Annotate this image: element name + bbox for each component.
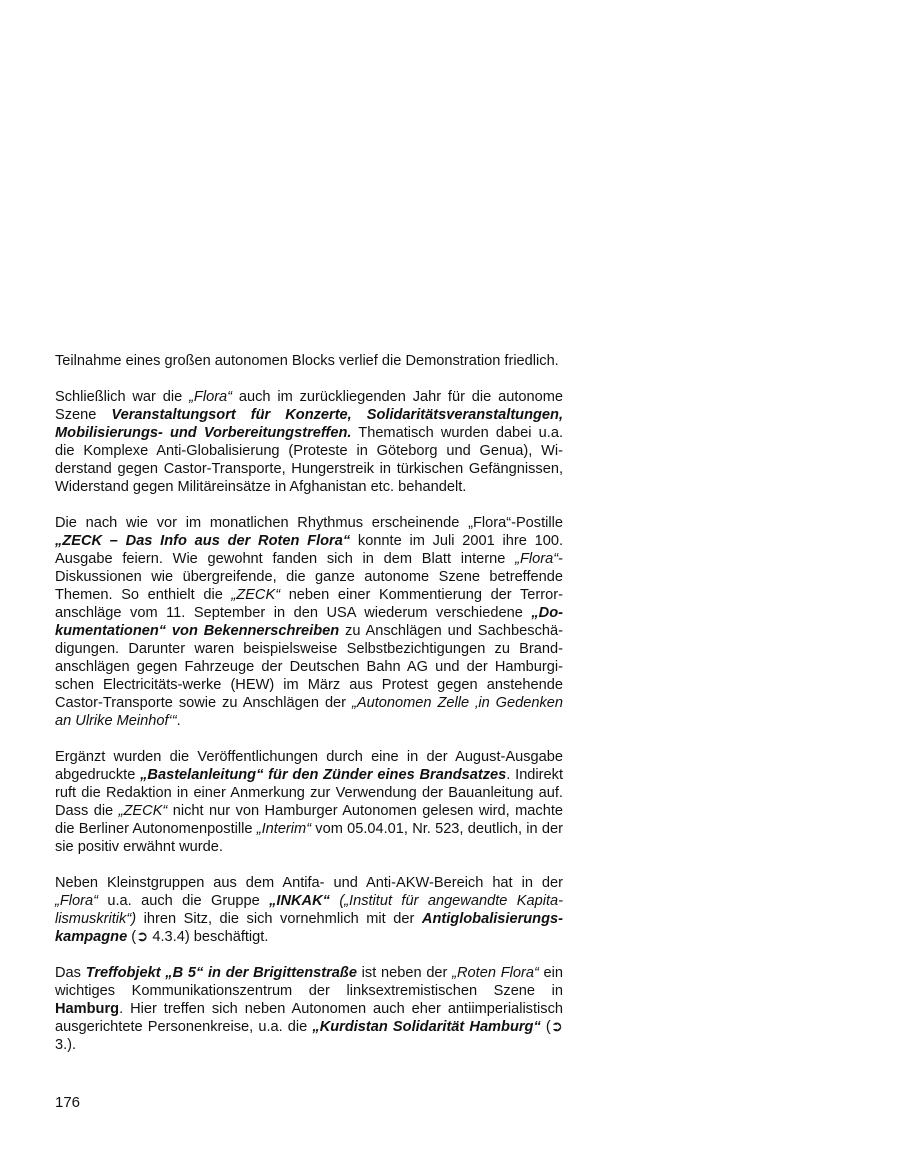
body-text (55, 352, 563, 1054)
emphasis-inkak-full-name: („Institut für angewandte Kapitalismuskritik“) (55, 893, 564, 927)
text-run: u.a. auch die Gruppe (97, 893, 270, 909)
text-run: ist neben der (356, 965, 453, 981)
paragraph-demonstration (55, 352, 563, 370)
paragraph-bastelanleitung (55, 748, 563, 856)
paragraph-zeck (55, 514, 563, 730)
paragraph-flora-events (55, 388, 563, 496)
emphasis-zeck-title: „ZECK – Das Info aus der Roten Flora“ (55, 533, 351, 549)
emphasis-interim: „Interim“ (256, 821, 312, 837)
text-run: . (176, 713, 181, 729)
emphasis-flora: „Flora“ (515, 551, 559, 567)
text-run: -Diskussionen wie übergreifende, die ganze autonome Szene betreffende Themen. So enthielt die (55, 551, 563, 603)
emphasis-kurdistan-solidaritaet: „Kurdistan Solidarität Hamburg“ (312, 1019, 541, 1035)
paragraph-b5 (55, 964, 563, 1054)
emphasis-autonome-zelle: „Autonomen Zelle ‚in Gedenken an Ulrike Meinhof‘“ (55, 695, 564, 729)
emphasis-roten-flora: „Roten Flora“ (452, 965, 539, 981)
emphasis-antiglobalisierungskampagne: Antiglobalisierungskampagne (55, 911, 563, 945)
text-run: Neben Kleinstgruppen aus dem Antifa- und Anti-AKW-Bereich hat in der (55, 875, 563, 891)
text-run: zu Anschlägen und Sachbeschädigungen. Darunter waren beispielsweise Selbstbezichtigungen zu Brandanschlägen gegen Fahrzeuge der Deutschen Bahn AG und der Hamburgischen Electricitäts-werke (HEW) im März aus Protest gegen anstehende Castor-Transporte sowie zu Anschlägen der (55, 623, 563, 711)
emphasis-inkak: „INKAK“ (269, 893, 330, 909)
emphasis-bastelanleitung: „Bastelanleitung“ für den Zünder eines Brandsatzes (140, 767, 507, 783)
emphasis-zeck: „ZECK“ (231, 587, 281, 603)
text-run: auch im zurückliegenden Jahr für die autonome Szene (55, 389, 564, 423)
text-run: nicht nur von Hamburger Autonomen gelesen wird, machte die Berliner Autonomenpostille (55, 803, 563, 837)
text-run: (➲ 3.). (55, 1019, 563, 1053)
text-run: Teilnahme eines großen autonomen Blocks verlief die Demonstration friedlich. (55, 353, 559, 369)
text-run: vom 05.04.01, Nr. 523, deutlich, in der sie positiv erwähnt wurde. (55, 821, 563, 855)
text-run: Die nach wie vor im monatlichen Rhythmus erscheinende „Flora“-Postille (55, 515, 563, 531)
text-run: Thematisch wurden dabei u.a. die Komplexe Anti-Globalisierung (Proteste in Göteborg und Genua), Widerstand gegen Castor-Transporte, Hungerstreik in türkischen Gefängnissen, Widerstand gegen Militäreinsätze in Afghanistan etc. behandelt. (55, 425, 563, 495)
text-run: konnte im Juli 2001 ihre 100. Ausgabe feiern. Wie gewohnt fanden sich in dem Blatt interne (55, 533, 563, 567)
page-number: 176 (55, 1094, 81, 1111)
text-run: (➲ 4.3.4) beschäftigt. (127, 929, 269, 945)
emphasis-event-types: Veranstaltungsort für Konzerte, Solidaritätsveranstaltungen, Mobilisierungs- und Vorbereitungstreffen. (55, 407, 564, 441)
emphasis-flora: „Flora“ (189, 389, 233, 405)
text-run: ihren Sitz, die sich vornehmlich mit der (136, 911, 422, 927)
emphasis-dokumentationen: „Dokumentationen“ von Bekennerschreiben (55, 605, 563, 639)
text-run (330, 893, 339, 909)
text-run: ein wichtiges Kommunikationszentrum der linksextremistischen Szene in (55, 965, 564, 999)
text-run: Das (55, 965, 86, 981)
text-run: . Hier treffen sich neben Autonomen auch eher antiimperialistisch ausgerichtete Personenkreise, u.a. die (55, 1001, 563, 1035)
emphasis-treffobjekt: Treffobjekt „B 5“ in der Brigittenstraße (85, 965, 357, 981)
text-run: Ergänzt wurden die Veröffentlichungen durch eine in der August-Ausgabe abgedruckte (55, 749, 563, 783)
emphasis-zeck: „ZECK“ (118, 803, 168, 819)
paragraph-inkak (55, 874, 563, 946)
text-run: Schließlich war die (55, 389, 190, 405)
emphasis-hamburg: Hamburg (55, 1001, 120, 1017)
text-run: . Indirekt ruft die Redaktion in einer Anmerkung zur Verwendung der Bauanleitung auf. Dass die (55, 767, 563, 819)
text-run: neben einer Kommentierung der Terroranschläge vom 11. September in den USA wiederum verschiedene (55, 587, 563, 621)
emphasis-flora: „Flora“ (55, 893, 98, 909)
